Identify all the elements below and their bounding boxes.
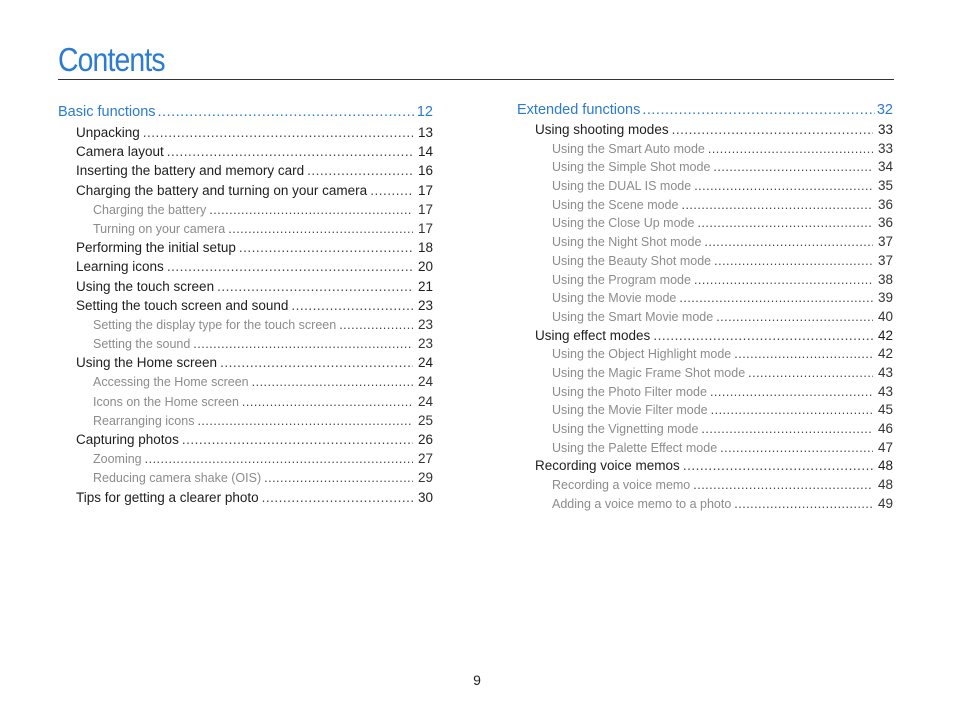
toc-entry-title: Performing the initial setup [76,240,236,256]
toc-entry-title: Recording voice memos [535,458,680,474]
toc-entry-title: Using the Night Shot mode [552,235,702,250]
toc-entry[interactable] [517,457,893,476]
toc-entry-title: Using the Movie Filter mode [552,403,708,418]
toc-entry-title: Using shooting modes [535,122,669,137]
toc-entry-page: 42 [877,327,893,343]
toc-entry-title: Using the Photo Filter mode [552,384,707,399]
toc-entry-page: 38 [877,271,893,287]
dot-leader [694,271,873,290]
toc-entry-title: Using the Vignetting mode [552,422,699,436]
toc-entry[interactable] [58,296,433,315]
toc-subentry[interactable] [517,401,893,420]
toc-subentry[interactable] [517,420,893,439]
toc-subentry[interactable] [58,372,433,391]
toc-entry-page: 32 [876,102,893,118]
dot-leader [693,476,873,495]
toc-entry-page: 48 [877,477,893,493]
toc-subentry[interactable] [517,158,893,177]
toc-entry-title: Using the Simple Shot mode [552,160,711,175]
toc-entry-title: Using the Scene mode [552,197,679,212]
dot-leader [734,495,873,514]
toc-entry-title: Using effect modes [535,327,651,343]
dot-leader [697,214,873,233]
toc-subentry[interactable] [517,345,893,364]
dot-leader [143,123,413,142]
dot-leader [167,142,413,161]
toc-subentry[interactable] [517,214,893,233]
dot-leader [264,469,413,487]
dot-leader [182,430,413,449]
toc-section-heading[interactable] [517,100,893,121]
dot-leader [734,345,873,364]
toc-subentry[interactable] [517,308,893,327]
dot-leader [683,457,873,476]
toc-subentry[interactable] [517,364,893,383]
toc-entry-page: 27 [417,451,433,467]
toc-entry-title: Reducing camera shake (OIS) [93,471,262,486]
toc-entry-title: Capturing photos [76,432,179,447]
toc-entry[interactable] [58,161,433,180]
toc-entry-page: 14 [417,144,433,160]
toc-subentry[interactable] [517,233,893,252]
toc-entry-title: Using the Magic Frame Shot mode [552,365,746,380]
toc-entry-title: Using the DUAL IS mode [552,179,692,194]
toc-entry[interactable] [58,123,433,142]
toc-entry-title: Setting the sound [93,337,191,352]
toc-entry-title: Charging the battery and turning on your camera [76,182,368,198]
dot-leader [220,353,413,372]
toc-entry[interactable] [58,353,433,372]
toc-subentry[interactable] [58,315,433,334]
toc-entry-page: 36 [877,196,893,212]
toc-entry-title: Adding a voice memo to a photo [552,496,732,511]
toc-entry-page: 24 [417,393,433,409]
toc-entry-page: 46 [877,421,893,436]
toc-entry-title: Using the Beauty Shot mode [552,253,712,268]
dot-leader [193,335,413,353]
dot-leader [720,439,873,458]
dot-leader [711,401,873,420]
dot-leader [748,364,873,383]
toc-entry-page: 21 [417,278,433,294]
toc-entry-title: Unpacking [76,125,140,140]
toc-subentry[interactable] [58,219,433,238]
toc-entry-page: 48 [877,458,893,474]
toc-entry-page: 23 [417,297,433,313]
toc-entry-page: 24 [417,355,433,371]
toc-entry-page: 12 [416,104,433,120]
page-number: 9 [473,672,481,688]
dot-leader [701,420,873,439]
toc-entry-page: 47 [877,439,893,455]
dot-leader [694,177,873,196]
toc-entry-title: Charging the battery [93,202,207,217]
toc-entry-title: Using the Home screen [76,355,218,371]
toc-entry-title: Using the Movie mode [552,291,677,306]
toc-entry-page: 39 [877,290,893,306]
dot-leader [681,196,873,215]
dot-leader [710,383,873,402]
page-title: Contents [58,41,165,78]
toc-subentry[interactable] [517,177,893,196]
toc-entry[interactable] [58,488,433,507]
toc-entry-title: Learning icons [76,259,164,275]
toc-entry[interactable] [58,238,433,257]
dot-leader [704,233,873,252]
toc-entry-page: 49 [877,495,893,511]
dot-leader [708,140,873,159]
dot-leader [158,102,415,123]
dot-leader [262,488,413,507]
toc-entry-page: 45 [877,402,893,418]
toc-entry-page: 33 [877,122,893,137]
toc-entry-page: 25 [417,412,433,428]
dot-leader [714,252,873,271]
toc-entry-page: 26 [417,432,433,447]
toc-entry[interactable] [517,327,893,346]
toc-entry-title: Zooming [93,452,142,467]
toc-entry-page: 34 [877,159,893,175]
dot-leader [653,327,873,346]
toc-entry-title: Tips for getting a clearer photo [76,489,259,505]
toc-entry-title: Using the Program mode [552,272,691,287]
dot-leader [291,296,413,315]
toc-left-column [58,102,433,507]
toc-entry[interactable] [58,277,433,296]
toc-entry[interactable] [58,257,433,276]
toc-subentry[interactable] [517,383,893,402]
toc-entry-page: 33 [877,140,893,156]
toc-entry-page: 29 [417,470,433,486]
toc-entry-title: Camera layout [76,144,164,160]
toc-subentry[interactable] [517,476,893,495]
toc-entry-page: 35 [877,178,893,194]
toc-subentry[interactable] [58,200,433,219]
toc-subentry[interactable] [517,439,893,458]
toc-entry-page: 20 [417,259,433,275]
toc-entry-page: 17 [417,220,433,236]
toc-subentry[interactable] [58,411,433,430]
toc-entry-title: Using the Object Highlight mode [552,347,732,362]
dot-leader [339,316,413,334]
toc-entry-title: Basic functions [58,104,156,120]
toc-entry-title: Using the Close Up mode [552,216,695,231]
dot-leader [716,308,873,327]
toc-entry-page: 23 [417,316,433,332]
toc-subentry[interactable] [517,140,893,159]
toc-entry-page: 30 [417,489,433,505]
toc-section-heading[interactable] [58,102,433,123]
toc-entry[interactable] [517,121,893,140]
toc-subentry[interactable] [517,289,893,308]
dot-leader [307,161,413,180]
toc-subentry[interactable] [517,252,893,271]
toc-entry-page: 16 [417,163,433,179]
toc-subentry[interactable] [517,495,893,514]
dot-leader [242,393,413,411]
toc-entry-page: 40 [877,308,893,324]
toc-entry-title: Using the touch screen [76,278,215,294]
toc-subentry[interactable] [58,334,433,353]
toc-entry-page: 17 [417,182,433,198]
toc-entry-page: 43 [877,364,893,380]
toc-entry-title: Rearranging icons [93,413,195,428]
dot-leader [239,238,413,257]
toc-entry-page: 13 [417,125,433,140]
dot-leader [228,220,413,238]
toc-entry-page: 23 [417,336,433,352]
toc-entry-page: 36 [877,215,893,231]
dot-leader [209,201,413,219]
title-divider [58,79,894,80]
dot-leader [167,257,413,276]
toc-entry-page: 42 [877,346,893,362]
toc-entry-page: 37 [877,252,893,268]
dot-leader [197,412,413,430]
toc-right-column [517,100,893,513]
toc-entry-page: 37 [877,234,893,250]
dot-leader [642,100,875,121]
toc-entry[interactable] [58,142,433,161]
toc-entry-page: 24 [417,374,433,390]
toc-entry-page: 18 [417,240,433,256]
toc-entry-title: Turning on your camera [93,221,226,236]
dot-leader [672,121,873,140]
toc-entry-title: Recording a voice memo [552,478,691,493]
toc-entry-title: Accessing the Home screen [93,375,249,390]
toc-entry-title: Extended functions [517,102,641,118]
toc-entry-title: Using the Smart Auto mode [552,141,705,156]
toc-entry-title: Setting the display type for the touch screen [93,317,337,332]
toc-entry-page: 17 [417,201,433,217]
toc-entry-title: Inserting the battery and memory card [76,163,305,179]
dot-leader [679,289,873,308]
toc-subentry[interactable] [517,196,893,215]
toc-subentry[interactable] [58,392,433,411]
dot-leader [252,373,413,391]
dot-leader [217,277,413,296]
toc-subentry[interactable] [58,449,433,468]
toc-entry-title: Setting the touch screen and sound [76,297,289,313]
toc-entry[interactable] [58,181,433,200]
dot-leader [370,181,413,200]
toc-entry-title: Icons on the Home screen [93,394,239,409]
toc-entry-title: Using the Smart Movie mode [552,309,714,324]
toc-entry-page: 43 [877,383,893,399]
dot-leader [713,158,873,177]
toc-entry-title: Using the Palette Effect mode [552,440,718,455]
dot-leader [145,450,413,468]
toc-subentry[interactable] [517,271,893,290]
toc-subentry[interactable] [58,468,433,487]
toc-entry[interactable] [58,430,433,449]
